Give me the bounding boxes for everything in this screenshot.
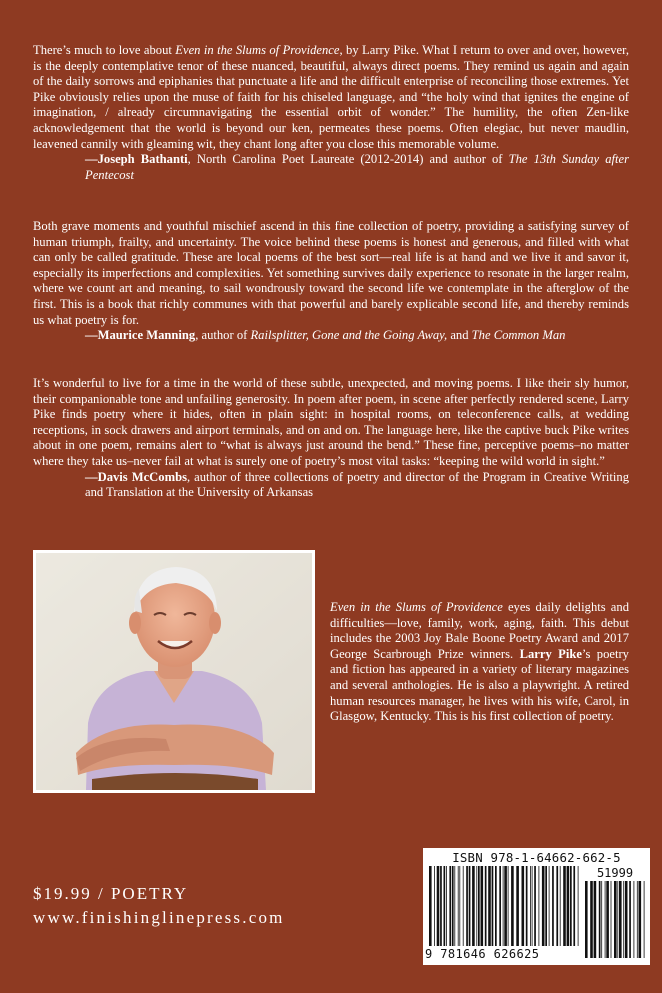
- barcode-bar: [503, 866, 504, 946]
- barcode-bar: [549, 866, 550, 946]
- review-attribution: —Joseph Bathanti, North Carolina Poet Laureate (2012-2014) and author of The 13th Sunday after Pentecost: [85, 152, 629, 182]
- barcode-bar: [469, 866, 471, 946]
- review-text: It’s wonderful to live for a time in the world of these subtle, unexpected, and moving poems. I like their sly humor, their companionable tone and unfailing generosity. In poem after poem, in scene after perfectly rendered scene, Larry Pike finds poetry where it hides, often in plain sight: in hospital rooms, on teleconference calls, at wedding receptions, in sock drawers and airport terminals, and on and on. The language here, like the captive buck Pike writes about in one poem, remains alert to “what is always just around the bend.” These fine, perceptive poems–no matter where they take us–never fail at what is surely one of poetry’s most vital tasks: “keeping the wild world in sight.”: [33, 376, 629, 468]
- price-barcode-bars: [585, 881, 645, 958]
- barcode-bar: [570, 866, 572, 946]
- barcode-bar: [522, 866, 525, 946]
- price-category: $19.99 / POETRY: [33, 884, 189, 903]
- book-title: Even in the Slums of Providence: [175, 43, 340, 57]
- review-manning: [33, 219, 629, 344]
- barcode-bar: [625, 881, 628, 958]
- barcode-bar: [434, 866, 435, 946]
- review-mccombs: [33, 376, 629, 501]
- author-photo: [33, 550, 315, 793]
- barcode-bar: [454, 866, 455, 946]
- barcode-bar: [516, 866, 519, 946]
- barcode-bar: [623, 881, 624, 958]
- barcode-bar: [601, 881, 602, 958]
- barcode-bar: [485, 866, 487, 946]
- ean-digits: 9 781646 626625: [425, 947, 540, 961]
- barcode-bar: [492, 866, 494, 946]
- barcode-bar: [459, 866, 460, 946]
- barcode-bar: [585, 881, 588, 958]
- barcode-bars: [429, 866, 579, 946]
- isbn-barcode: [423, 848, 650, 965]
- barcode-bar: [452, 866, 454, 946]
- barcode-bar: [532, 866, 533, 946]
- barcode-bar: [478, 866, 480, 946]
- barcode-bar: [611, 881, 612, 958]
- barcode-bar: [605, 881, 606, 958]
- barcode-bar: [573, 866, 575, 946]
- barcode-bar: [511, 866, 514, 946]
- barcode-bar: [429, 866, 432, 946]
- barcode-bar: [606, 881, 609, 958]
- barcode-bar: [599, 881, 601, 958]
- barcode-bar: [458, 866, 459, 946]
- barcode-bar: [463, 866, 464, 946]
- barcode-bar: [556, 866, 558, 946]
- barcode-bar: [476, 866, 477, 946]
- barcode-bar: [499, 866, 501, 946]
- barcode-bar: [614, 881, 617, 958]
- barcode-bar: [446, 866, 447, 946]
- bio-text: Even in the Slums of Providence eyes daily delights and difficulties—love, family, work, aging, faith. This debut includes the 2003 Joy Bale Boone Poetry Award and 2017 George Scarbrough Prize winners. Larry Pike’s poetry and fiction has appeared in a variety of literary magazines and several anthologies. He is also a playwright. A retired human resources manager, he lives with his wife, Carol, in Glasgow, Kentucky. This is his first collection of poetry.: [330, 600, 629, 724]
- review-bathanti: [33, 43, 629, 183]
- author-name: Larry Pike: [519, 646, 582, 661]
- barcode-bar: [634, 881, 635, 958]
- barcode-bar: [526, 866, 528, 946]
- reviewer-name: —Maurice Manning: [85, 328, 196, 343]
- barcode-bar: [629, 881, 631, 958]
- book-description: [330, 600, 629, 725]
- barcode-bar: [567, 866, 570, 946]
- barcode-bar: [560, 866, 561, 946]
- reviewer-name: —Joseph Bathanti: [85, 152, 188, 167]
- barcode-bar: [466, 866, 468, 946]
- barcode-bar: [449, 866, 451, 946]
- barcode-bar: [495, 866, 497, 946]
- barcode-bar: [617, 881, 618, 958]
- review-attribution: —Maurice Manning, author of Railsplitter, Gone and the Going Away, and The Common Man: [85, 328, 566, 343]
- barcode-bar: [637, 881, 638, 958]
- barcode-bar: [578, 866, 579, 946]
- review-attribution: —Davis McCombs, author of three collections of poetry and director of the Program in Creative Writing and Translation at the University of Arkansas: [85, 469, 629, 500]
- barcode-bar: [552, 866, 554, 946]
- barcode-bar: [545, 866, 547, 946]
- author-portrait-illustration: [36, 553, 312, 790]
- barcode-bar: [440, 866, 442, 946]
- barcode-bar: [534, 866, 536, 946]
- price-code: 51999: [596, 866, 634, 880]
- isbn-label: ISBN 978-1-64662-662-5: [452, 850, 621, 865]
- barcode-bar: [594, 881, 597, 958]
- barcode-bar: [444, 866, 446, 946]
- book-title: Even in the Slums of Providence: [330, 600, 503, 614]
- barcode-bar: [437, 866, 440, 946]
- review-text: Both grave moments and youthful mischief ascend in this fine collection of poetry, providing a satisfying survey of human triumph, frailty, and uncertainty. The voice behind these poems is honest and generous, and filled with what can only be called gratitude. These are local poems of the best sort—real life is at hand and we live it and savor it, especially its imperfections and complexities. Yet something survives daily experience to resonate in the larger realm, where we count art and meaning, to sail wondrously toward the second life we contemplate in the afterglow of the first. This is a book that richly communes with that powerful and barely explicable second life, and thereby reminds us what poetry is for.: [33, 219, 629, 327]
- barcode-bar: [644, 881, 645, 958]
- barcode-bar: [472, 866, 475, 946]
- reviewer-name: —Davis McCombs: [85, 469, 187, 484]
- barcode-bar: [481, 866, 484, 946]
- review-text: There’s much to love about Even in the Slums of Providence, by Larry Pike. What I return to over and over, however, is the deeply contemplative tenor of these nuanced, beautiful, always direct poems. They remind us again and again of the daily sorrows and epiphanies that punctuate a life and the difficult enterprise of reconciling those extremes. Yet Pike obviously relies upon the muse of faith for his chiseled language, and “the holy wind that ignites the engine of imagination, / already circumnavigating the essential orbit of wonder.” The humility, the often Zen-like acknowledgement that the world is beyond our ken, permeates these poems. Often elegiac, but never maudlin, leavened cannily with gleaming wit, they chant long after you close this memorable volume.: [33, 43, 629, 151]
- barcode-bar: [563, 866, 566, 946]
- barcode-bar: [590, 881, 593, 958]
- barcode-bar: [508, 866, 509, 946]
- publisher-website: www.finishinglinepress.com: [33, 908, 285, 927]
- barcode-bar: [639, 881, 642, 958]
- barcode-bar: [619, 881, 622, 958]
- barcode-bar: [542, 866, 545, 946]
- barcode-bar: [504, 866, 507, 946]
- barcode-bar: [488, 866, 491, 946]
- barcode-bar: [539, 866, 540, 946]
- barcode-bar: [530, 866, 531, 946]
